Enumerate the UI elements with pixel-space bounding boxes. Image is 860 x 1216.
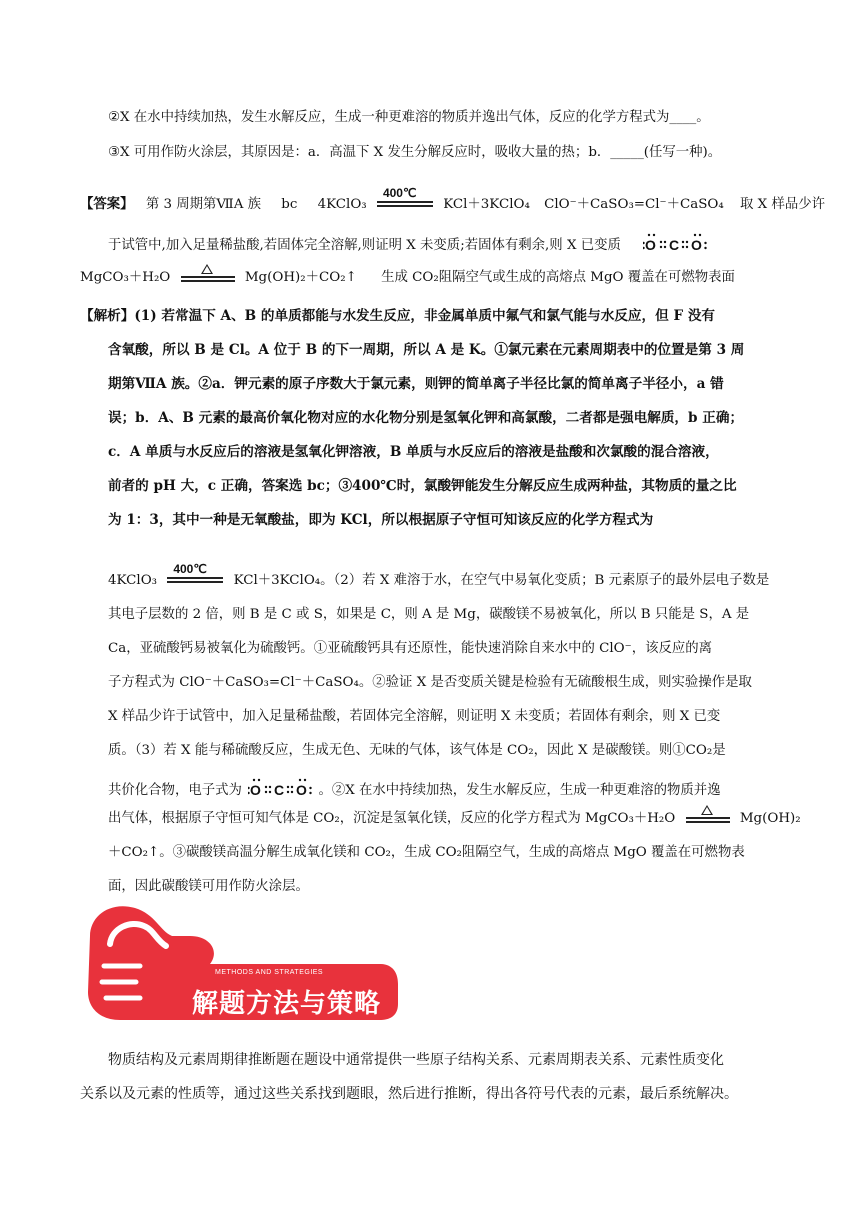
- answer-choice: bc: [281, 197, 298, 212]
- electron-dot-formula-icon: [643, 230, 707, 256]
- analysis-eq2-left: 出气体，根据原子守恒可知气体是 CO₂，沉淀是氢氧化镁，反应的化学方程式为 MgCO₃＋H₂O: [108, 811, 676, 826]
- analysis-line-5: c．A 单质与水反应后的溶液是氢氧化钾溶液，B 单质与水反应后的溶液是盐酸和次氯酸的混合溶液，: [108, 444, 719, 460]
- banner-small-label: METHODS AND STRATEGIES: [215, 969, 324, 976]
- analysis-line-16: ＋CO₂↑。③碳酸镁高温分解生成氧化镁和 CO₂，生成 CO₂阻隔空气，生成的高熔点 MgO 覆盖在可燃物表: [108, 845, 745, 860]
- answer-eq2-left: MgCO₃＋H₂O: [80, 270, 171, 285]
- answer-line-1: [80, 186, 826, 215]
- svg-text:O: O: [691, 237, 703, 253]
- svg-text:O: O: [645, 237, 657, 253]
- analysis-dot-prefix: 共价化合物，电子式为: [108, 783, 242, 798]
- answer-line-2: [108, 230, 707, 256]
- condition-400-label: 400℃: [382, 186, 417, 200]
- banner-title: 解题方法与策略: [192, 989, 382, 1019]
- analysis-heat-arrow: [686, 809, 730, 829]
- svg-text:C: C: [669, 237, 680, 253]
- svg-text:C: C: [274, 782, 285, 798]
- analysis-line-3: 期第ⅦA 族。②a．钾元素的原子序数大于氯元素，则钾的简单离子半径比氯的简单离子半径小，a 错: [108, 376, 724, 392]
- analysis-line-17: 面，因此碳酸镁可用作防火涂层。: [108, 879, 309, 894]
- analysis-eq2-right: Mg(OH)₂: [739, 811, 801, 826]
- answer-ionic-eq: ClO⁻＋CaSO₃=Cl⁻＋CaSO₄: [544, 197, 724, 212]
- analysis-line-13: 质。（3）若 X 能与稀硫酸反应，生成无色、无味的气体，该气体是 CO₂，因此 X 是碳酸镁。则①CO₂是: [108, 743, 726, 758]
- answer-position: 第 3 周期第ⅦA 族: [145, 197, 262, 212]
- answer-line-3: [80, 268, 735, 288]
- analysis-line-2: 含氧酸，所以 B 是 Cl。A 位于 B 的下一周期，所以 A 是 K。①氯元素在元素周期表中的位置是第 3 周: [108, 342, 745, 358]
- answer-eq1-left: 4KClO₃: [317, 197, 367, 212]
- analysis-line-4: 误；b．A、B 元素的最高价氧化物对应的水化物分别是氢氧化钾和高氯酸，二者都是强电解质，b 正确；: [108, 410, 744, 426]
- condition-400-arrow: [377, 186, 433, 215]
- svg-text:O: O: [250, 782, 262, 798]
- analysis-line-6: 前者的 pH 大，c 正确，答案选 bc；③400℃时，氯酸钾能发生分解反应生成两种盐，其物质的量之比: [108, 478, 737, 494]
- analysis-condition-400-label: 400℃: [173, 562, 207, 576]
- answer-eq1-right: KCl＋3KClO₄: [443, 197, 530, 212]
- analysis-line-1: 【解析】(1) 若常温下 A、B 的单质都能与水发生反应，非金属单质中氟气和氯气能与水反应，但 F 没有: [80, 308, 716, 324]
- analysis-eq-line: [108, 562, 770, 591]
- analysis-condition-400-arrow: [167, 562, 223, 591]
- question-line-2: ②X 在水中持续加热，发生水解反应，生成一种更难溶的物质并逸出气体，反应的化学方程式为____。: [108, 110, 710, 125]
- analysis-line-7: 为 1：3，其中一种是无氧酸盐，即为 KCl，所以根据原子守恒可知该反应的化学方程式为: [108, 512, 654, 528]
- answer-test-start: 取 X 样品少许: [740, 197, 826, 212]
- svg-text:O: O: [296, 782, 308, 798]
- analysis-line-15: [108, 809, 801, 829]
- condition-heat-arrow: [181, 268, 235, 288]
- answer-reason: 生成 CO₂阻隔空气或生成的高熔点 MgO 覆盖在可燃物表面: [381, 270, 735, 285]
- analysis-heat-triangle-icon: [701, 805, 713, 815]
- answer-eq2-right: Mg(OH)₂＋CO₂↑: [244, 270, 357, 285]
- analysis-line-14: [108, 775, 721, 801]
- analysis-line-11: 子方程式为 ClO⁻＋CaSO₃=Cl⁻＋CaSO₄。②验证 X 是否变质关键是检验有无硫酸根生成，则实验操作是取: [108, 675, 752, 690]
- analysis-eq-left: 4KClO₃: [108, 573, 158, 588]
- strategy-line-2: 关系以及元素的性质等，通过这些关系找到题眼，然后进行推断，得出各符号代表的元素，最后系统解决。: [80, 1086, 738, 1102]
- methods-strategies-banner: [80, 896, 400, 1026]
- analysis-dot-suffix: 。②X 在水中持续加热，发生水解反应，生成一种更难溶的物质并逸: [318, 783, 721, 798]
- analysis-eq-right: KCl＋3KClO₄。（2）若 X 难溶于水，在空气中易氧化变质；B 元素原子的最外层电子数是: [233, 573, 770, 588]
- analysis-line-10: Ca，亚硫酸钙易被氧化为硫酸钙。①亚硫酸钙具有还原性，能快速消除自来水中的 ClO⁻，该反应的离: [108, 641, 713, 656]
- analysis-line-9: 其电子层数的 2 倍，则 B 是 C 或 S，如果是 C，则 A 是 Mg，碳酸镁不易被氧化，所以 B 只能是 S，A 是: [108, 607, 750, 622]
- answer-test-rest: 于试管中,加入足量稀盐酸,若固体完全溶解,则证明 X 未变质;若固体有剩余,则 X 已变质: [108, 238, 621, 253]
- analysis-line-12: X 样品少许于试管中，加入足量稀盐酸，若固体完全溶解，则证明 X 未变质；若固体有剩余，则 X 已变: [108, 709, 721, 724]
- heat-triangle-icon: [201, 264, 213, 274]
- answer-tag: 【答案】: [80, 196, 134, 212]
- question-line-3: ③X 可用作防火涂层，其原因是：a．高温下 X 发生分解反应时，吸收大量的热；b．_____(任写一种)。: [108, 145, 722, 160]
- strategy-line-1: 物质结构及元素周期律推断题在题设中通常提供一些原子结构关系、元素周期表关系、元素性质变化: [108, 1052, 724, 1068]
- co2-electron-dot-icon: [248, 775, 312, 801]
